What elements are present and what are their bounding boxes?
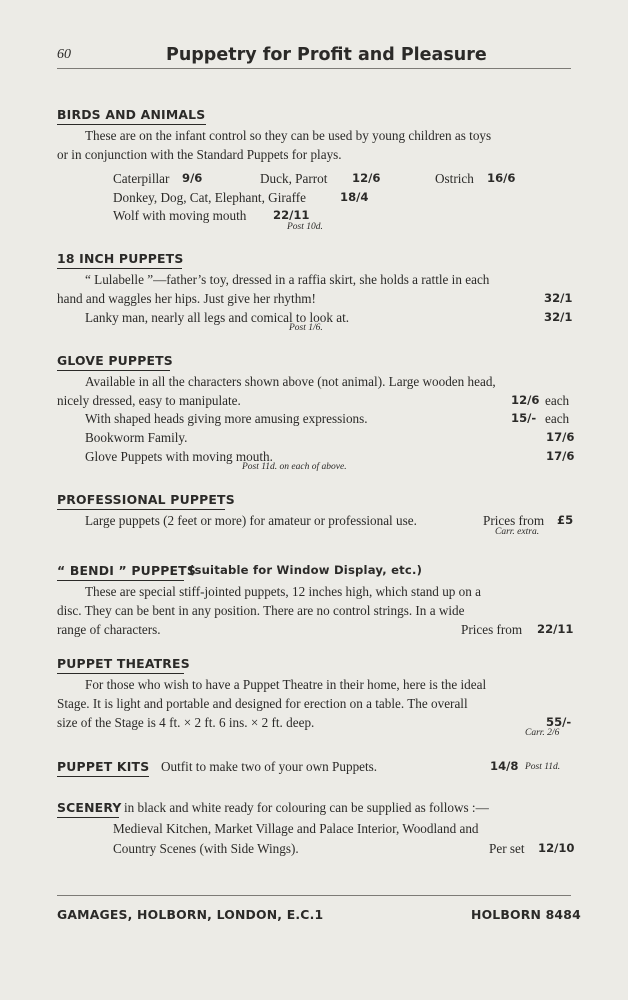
heading-underline [57, 776, 149, 777]
footer-rule [57, 895, 571, 896]
heading-underline [57, 124, 206, 125]
price-scenery: 12/10 [538, 841, 575, 855]
price-lulabelle: 32/1 [544, 291, 573, 305]
price-donkey: 18/4 [340, 190, 369, 204]
price-glove-shaped: 15/- [511, 411, 537, 425]
section-heading-bendi: “ BENDI ” PUPPETS [57, 563, 196, 578]
price-ostrich: 16/6 [487, 171, 516, 185]
inch18-postage: Post 1/6. [289, 323, 323, 333]
glove-line-1: Available in all the characters shown above (not animal). Large wooden head, [85, 374, 496, 389]
section-heading-birds: BIRDS AND ANIMALS [57, 107, 206, 122]
section-heading-18-inch: 18 INCH PUPPETS [57, 251, 184, 266]
heading-underline [57, 370, 170, 371]
bendi-prices-from: Prices from [461, 622, 523, 637]
scenery-text: in black and white ready for colouring can be supplied as follows :— [124, 800, 489, 815]
professional-line-1: Large puppets (2 feet or more) for amateur or professional use. [85, 513, 417, 528]
glove-line-3: With shaped heads giving more amusing expressions. [85, 411, 368, 426]
theatres-line-3: size of the Stage is 4 ft. × 2 ft. 6 ins. × 2 ft. deep. [57, 715, 315, 730]
heading-underline [57, 509, 225, 510]
section-heading-theatres: PUPPET THEATRES [57, 656, 190, 671]
heading-underline [57, 817, 119, 818]
page-title: Puppetry for Profit and Pleasure [166, 45, 487, 65]
birds-intro-line-2: or in conjunction with the Standard Puppets for plays. [57, 147, 342, 162]
scenery-line-2: Medieval Kitchen, Market Village and Palace Interior, Woodland and [113, 821, 479, 836]
bendi-line-1: These are special stiff-jointed puppets, 12 inches high, which stand up on a [85, 584, 482, 599]
price-bookworm: 17/6 [546, 430, 575, 444]
professional-carriage: Carr. extra. [495, 527, 540, 537]
item-duck-parrot: Duck, Parrot [260, 171, 328, 186]
lulabelle-line-1: “ Lulabelle ”—father’s toy, dressed in a raffia skirt, she holds a rattle in each [85, 272, 490, 287]
price-professional: £5 [557, 513, 574, 527]
birds-postage: Post 10d. [287, 222, 323, 232]
glove-line-4: Bookworm Family. [85, 430, 188, 445]
price-caterpillar: 9/6 [182, 171, 203, 185]
price-duck-parrot: 12/6 [352, 171, 381, 185]
heading-underline [57, 673, 184, 674]
professional-prices-from: Prices from [483, 513, 545, 528]
price-wolf: 22/11 [273, 208, 310, 222]
price-theatre: 55/- [546, 715, 572, 729]
item-caterpillar: Caterpillar [113, 171, 170, 186]
price-bendi: 22/11 [537, 622, 574, 636]
price-kits: 14/8 [490, 759, 519, 773]
footer-phone: HOLBORN 8484 [471, 907, 581, 922]
kits-text: Outfit to make two of your own Puppets. [161, 759, 378, 774]
price-suffix-each: each [545, 393, 570, 408]
lanky-man-line: Lanky man, nearly all legs and comical to look at. [85, 310, 350, 325]
section-heading-scenery: SCENERY [57, 800, 122, 815]
scenery-per-set: Per set [489, 841, 525, 856]
glove-line-5: Glove Puppets with moving mouth. [85, 449, 273, 464]
bendi-line-3: range of characters. [57, 622, 161, 637]
theatres-carriage: Carr. 2/6 [525, 728, 560, 738]
section-heading-professional: PROFESSIONAL PUPPETS [57, 492, 235, 507]
glove-line-2: nicely dressed, easy to manipulate. [57, 393, 241, 408]
price-suffix-each: each [545, 411, 570, 426]
birds-intro-line-1: These are on the infant control so they can be used by young children as toys [85, 128, 492, 143]
page-number: 60 [57, 47, 71, 62]
section-heading-kits: PUPPET KITS [57, 759, 150, 774]
price-lanky-man: 32/1 [544, 310, 573, 324]
item-donkey: Donkey, Dog, Cat, Elephant, Giraffe [113, 190, 306, 205]
scenery-line-3: Country Scenes (with Side Wings). [113, 841, 299, 856]
kits-postage: Post 11d. [525, 762, 561, 772]
footer-address: GAMAGES, HOLBORN, LONDON, E.C.1 [57, 907, 324, 922]
heading-underline [57, 580, 184, 581]
item-wolf: Wolf with moving mouth [113, 208, 247, 223]
header-rule [57, 68, 571, 69]
theatres-line-1: For those who wish to have a Puppet Theatre in their home, here is the ideal [85, 677, 487, 692]
bendi-line-2: disc. They can be bent in any position. There are no control strings. In a wide [57, 603, 465, 618]
item-ostrich: Ostrich [435, 171, 474, 186]
glove-postage: Post 11d. on each of above. [242, 462, 347, 472]
bendi-subheading: (suitable for Window Display, etc.) [189, 563, 423, 577]
price-glove-basic: 12/6 [511, 393, 540, 407]
theatres-line-2: Stage. It is light and portable and designed for erection on a table. The overall [57, 696, 468, 711]
price-glove-mouth: 17/6 [546, 449, 575, 463]
section-heading-glove: GLOVE PUPPETS [57, 353, 173, 368]
lulabelle-line-2: hand and waggles her hips. Just give her rhythm! [57, 291, 316, 306]
heading-underline [57, 268, 182, 269]
